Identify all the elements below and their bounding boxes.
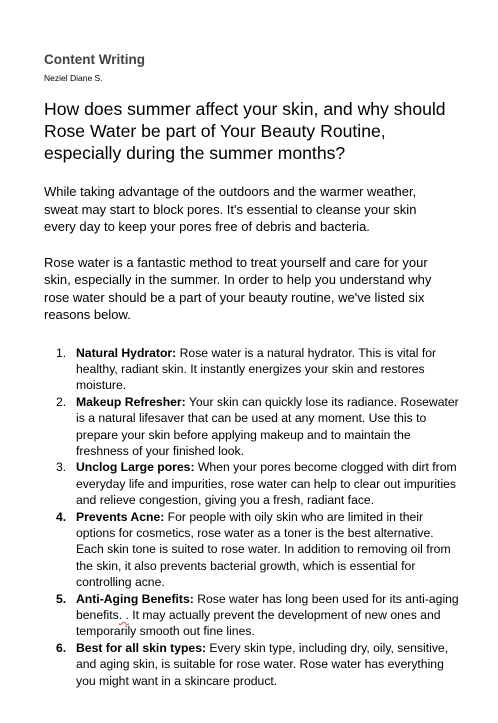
list-number: 2. xyxy=(56,394,67,409)
list-item xyxy=(44,640,464,689)
list-item xyxy=(44,345,464,394)
reason-title: Unclog Large pores: xyxy=(76,460,195,475)
list-number: 4. xyxy=(56,509,67,524)
author-name: Neziel Diane S. xyxy=(44,73,103,83)
list-number: 1. xyxy=(56,345,67,360)
reason-title: Anti-Aging Benefits: xyxy=(76,591,194,606)
list-item xyxy=(44,459,464,508)
reason-title: Prevents Acne: xyxy=(76,509,165,524)
section-label: Content Writing xyxy=(44,52,145,67)
reason-text: When your pores become clogged with dirt from everyday life and impurities, rose water can help to clear out impurities and relieve congestion, giving you a fresh, radiant face. xyxy=(76,460,457,508)
list-number: 6. xyxy=(56,640,67,655)
reason-text: For people with oily skin who are limited in their options for cosmetics, rose water as a toner is the best alternative. Each skin tone is suited to rose water. In addition to removing oil from the skin, it also prevents bacterial growth, which is essential for controlling acne. xyxy=(76,509,451,590)
list-item xyxy=(44,394,464,460)
reason-text: Rose water is a natural hydrator. This is vital for healthy, radiant skin. It instantly energizes your skin and restores moisture. xyxy=(76,345,437,393)
list-number: 3. xyxy=(56,460,67,475)
article-headline: How does summer affect your skin, and why should Rose Water be part of Your Beauty Routine, especially during the summer months? xyxy=(44,99,446,163)
reason-title: Makeup Refresher: xyxy=(76,394,186,409)
intro-paragraph: While taking advantage of the outdoors and the warmer weather, sweat may start to block pores. It's essential to cleanse your skin every day to keep your pores free of debris and bacteria. xyxy=(44,184,417,234)
reasons-intro-paragraph: Rose water is a fantastic method to treat yourself and care for your skin, especially in the summer. In order to help you understand why rose water should be a part of your beauty routine, we've listed six reasons below. xyxy=(44,254,432,322)
reason-text: Your skin can quickly lose its radiance. Rosewater is a natural lifesaver that can be used at any moment. Use this to prepare your skin before applying makeup and to maintain the freshness of your finished look. xyxy=(76,394,459,458)
spellcheck-mark[interactable]: . . xyxy=(118,608,129,622)
reason-text: Rose water has long been used for its anti-aging benefits xyxy=(76,591,459,622)
list-item xyxy=(44,591,464,640)
reason-title: Natural Hydrator: xyxy=(76,345,177,360)
reason-text: Every skin type, including dry, oily, sensitive, and aging skin, is suitable for rose water. Rose water has everything you might want in a skincare product. xyxy=(76,640,449,688)
list-number: 5. xyxy=(56,591,67,606)
document-page xyxy=(44,52,464,689)
list-item xyxy=(44,509,464,591)
reasons-list xyxy=(44,345,464,690)
reason-title: Best for all skin types: xyxy=(76,640,207,655)
reason-text-continued: It may actually prevent the development of new ones and temporarily smooth out fine lines. xyxy=(76,608,441,639)
